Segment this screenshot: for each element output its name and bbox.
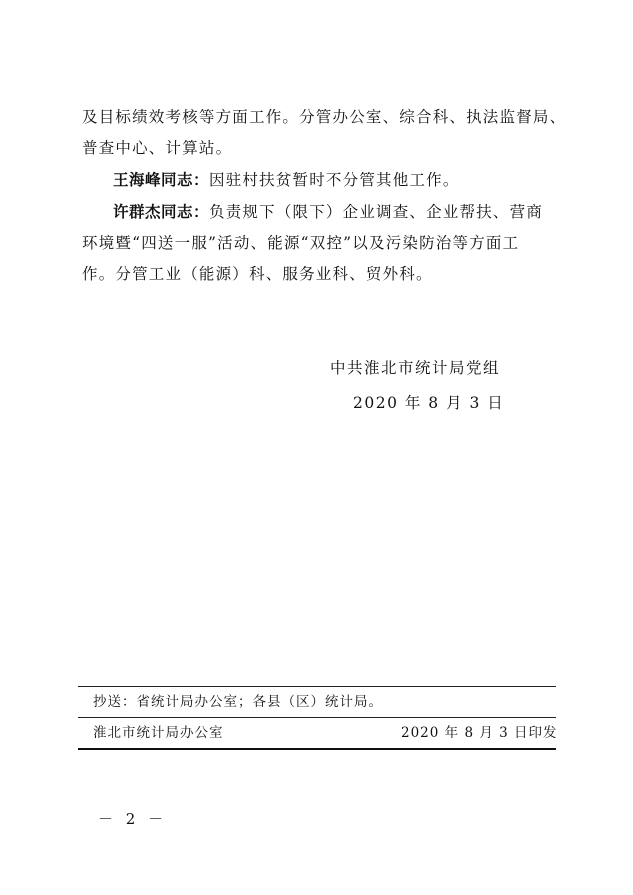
person-name-wang: 王海峰同志： <box>113 171 210 189</box>
paragraph-wang <box>113 170 460 190</box>
body-line-1: 及目标绩效考核等方面工作。分管办公室、综合科、执法监督局、 <box>82 108 567 126</box>
paragraph-xu-line-3: 作。分管工业（能源）科、服务业科、贸外科。 <box>82 265 433 283</box>
footer-top-rule <box>78 686 556 687</box>
person-name-xu: 许群杰同志： <box>113 203 210 221</box>
print-date: 2020 年 8 月 3 日印发 <box>401 725 558 741</box>
paragraph-xu-line-2: 环境暨“四送一服”活动、能源“双控”以及污染防治等方面工 <box>82 234 520 252</box>
signature-org: 中共淮北市统计局党组 <box>330 359 501 377</box>
paragraph-xu-line-1 <box>113 202 543 222</box>
page-number: － 2 － <box>98 810 168 828</box>
duty-text-wang: 因驻村扶贫暂时不分管其他工作。 <box>209 171 460 189</box>
issuer: 淮北市统计局办公室 <box>93 725 224 741</box>
footer-middle-rule <box>78 717 556 718</box>
signature-date: 2020 年 8 月 3 日 <box>353 394 505 412</box>
body-line-2: 普查中心、计算站。 <box>82 139 233 157</box>
duty-text-xu-1: 负责规下（限下）企业调查、企业帮扶、营商 <box>209 203 544 221</box>
cc-line: 抄送：省统计局办公室；各县（区）统计局。 <box>93 694 383 710</box>
footer-bottom-rule <box>78 748 556 750</box>
